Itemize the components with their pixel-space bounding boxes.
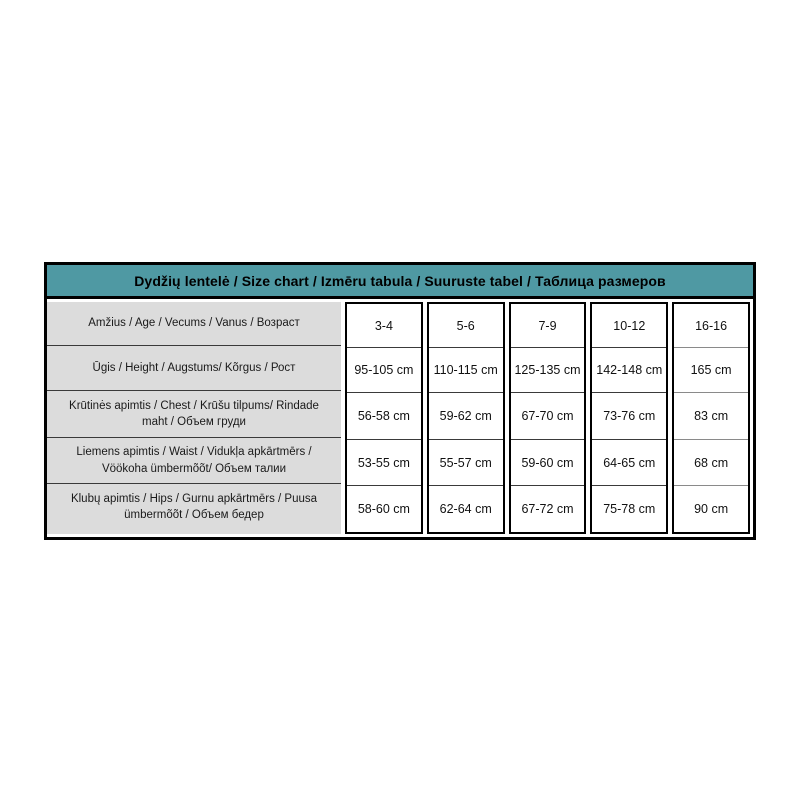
value-height-2: 110-115 cm (429, 348, 503, 393)
row-label-chest: Krūtinės apimtis / Chest / Krūšu tilpums/ Rindade maht / Объем груди (47, 391, 341, 438)
row-label-age: Amžius / Age / Vecums / Vanus / Возраст (47, 302, 341, 346)
value-chest-1: 56-58 cm (347, 393, 421, 440)
value-chest-3: 67-70 cm (511, 393, 585, 440)
value-height-1: 95-105 cm (347, 348, 421, 393)
size-column-4 (590, 302, 668, 534)
value-height-5: 165 cm (674, 348, 748, 393)
value-chest-4: 73-76 cm (592, 393, 666, 440)
value-hips-1: 58-60 cm (357, 502, 410, 516)
value-hips-5: 90 cm (694, 502, 729, 516)
row-label-height: Ūgis / Height / Augstums/ Kõrgus / Рост (47, 346, 341, 391)
value-hips-3: 67-72 cm (521, 502, 574, 516)
value-waist-5: 68 cm (674, 440, 748, 486)
value-age-2: 5-6 (429, 304, 503, 348)
value-height-3: 125-135 cm (511, 348, 585, 393)
row-label-waist: Liemens apimtis / Waist / Vidukļa apkārtmērs / Vöökoha ümbermõõt/ Объем талии (47, 438, 341, 484)
value-age-3: 7-9 (511, 304, 585, 348)
value-waist-3: 59-60 cm (511, 440, 585, 486)
value-age-5: 16-16 (674, 304, 748, 348)
row-label-hips: Klubų apimtis / Hips / Gurnu apkārtmērs / Puusa ümbermõõt / Объем бедер (70, 492, 318, 521)
value-hips-4: 75-78 cm (603, 502, 656, 516)
size-column-2 (427, 302, 505, 534)
row-label-column (47, 302, 341, 534)
value-waist-4: 64-65 cm (592, 440, 666, 486)
value-waist-2: 55-57 cm (429, 440, 503, 486)
value-chest-5: 83 cm (674, 393, 748, 440)
size-chart-title: Dydžių lentelė / Size chart / Izmēru tabula / Suuruste tabel / Таблица размеров (47, 265, 753, 299)
size-column-3 (509, 302, 587, 534)
value-age-1: 3-4 (347, 304, 421, 348)
value-age-4: 10-12 (592, 304, 666, 348)
value-height-4: 142-148 cm (592, 348, 666, 393)
size-column-1 (345, 302, 423, 534)
value-waist-1: 53-55 cm (347, 440, 421, 486)
value-chest-2: 59-62 cm (429, 393, 503, 440)
size-column-5 (672, 302, 750, 534)
size-chart-body (47, 299, 753, 537)
value-hips-2: 62-64 cm (439, 502, 492, 516)
size-chart-table (44, 262, 756, 540)
